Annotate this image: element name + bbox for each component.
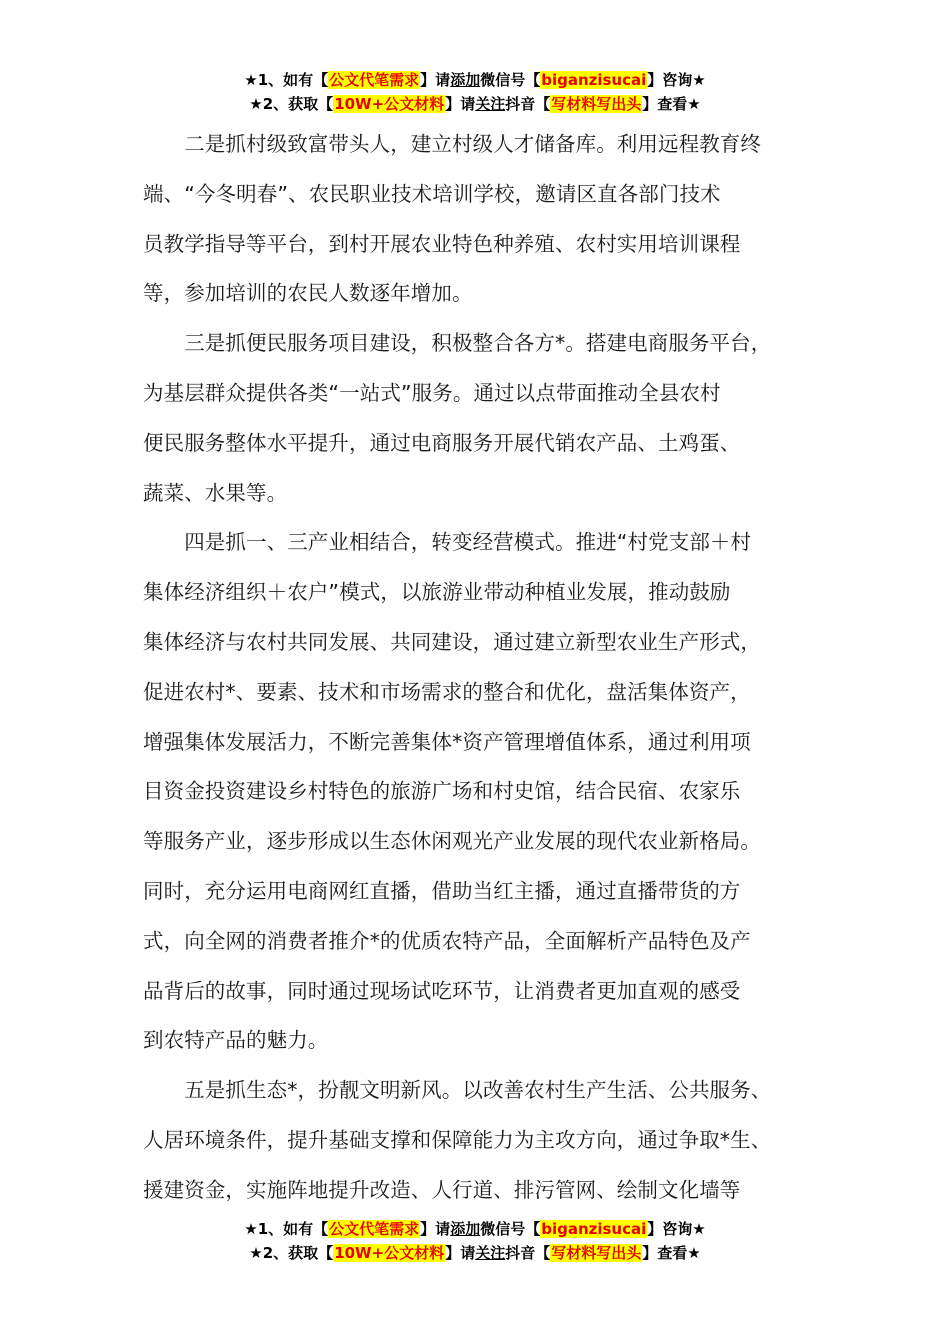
body-line: 端、“今冬明春”、农民职业技术培训学校，邀请区直各部门技术 [143, 181, 721, 206]
banner-highlight: biganzisucai [541, 1220, 647, 1238]
body-line: 式，向全网的消费者推介*的优质农特产品，全面解析产品特色及产 [143, 928, 751, 953]
banner-underline: 关注 [475, 1244, 506, 1262]
banner-text: 】请 [445, 1244, 476, 1262]
body-line: 增强集体发展活力，不断完善集体*资产管理增值体系，通过利用项 [143, 729, 751, 754]
body-line: 等服务产业，逐步形成以生态休闲观光产业发展的现代农业新格局。 [143, 829, 761, 854]
body-line: 到农特产品的魅力。 [143, 1028, 329, 1053]
banner-text: 】请 [420, 1220, 451, 1238]
body-line: 二是抓村级致富带头人，建立村级人才储备库。利用远程教育终 [143, 132, 761, 156]
body-line: 为基层群众提供各类“一站式”服务。通过以点带面推动全县农村 [143, 380, 721, 405]
body-line: 员教学指导等平台，到村开展农业特色种养殖、农村实用培训课程 [143, 231, 741, 256]
banner-underline: 添加 [450, 71, 481, 89]
body-line: 等，参加培训的农民人数逐年增加。 [143, 281, 473, 306]
banner-text: 】查看★ [642, 1244, 701, 1262]
body-line: 蔬菜、水果等。 [143, 480, 288, 505]
banner-highlight: 10W+公文材料 [334, 1244, 445, 1262]
body-line: 集体经济组织＋农户”模式，以旅游业带动种植业发展，推动鼓励 [143, 580, 731, 605]
banner-text: 】查看★ [642, 95, 701, 113]
banner-text: ★1、如有【 [244, 71, 329, 89]
banner-text: 微信号【 [480, 71, 541, 89]
body-line: 便民服务整体水平提升，通过电商服务开展代销农产品、土鸡蛋、 [143, 430, 741, 455]
body-line: 三是抓便民服务项目建设，积极整合各方*。搭建电商服务平台， [143, 331, 772, 356]
banner-text: 抖音【 [505, 95, 551, 113]
body-line: 五是抓生态*，扮靓文明新风。以改善农村生产生活、公共服务、 [143, 1078, 772, 1103]
banner-highlight: 写材料写出头 [551, 95, 642, 113]
body-line: 人居环境条件，提升基础支撑和保障能力为主攻方向，通过争取*生、 [143, 1127, 772, 1152]
body-line: 目资金投资建设乡村特色的旅游广场和村史馆，结合民宿、农家乐 [143, 779, 741, 804]
banner-line-1 [0, 1217, 950, 1241]
banner-highlight: 公文代笔需求 [329, 71, 420, 89]
body-line: 集体经济与农村共同发展、共同建设，通过建立新型农业生产形式， [143, 629, 761, 654]
banner-line-1 [0, 68, 950, 92]
body-line: 四是抓一、三产业相结合，转变经营模式。推进“村党支部＋村 [143, 530, 752, 555]
banner-line-2 [0, 92, 950, 116]
banner-text: 】请 [445, 95, 476, 113]
banner-highlight: biganzisucai [541, 71, 647, 89]
footer-banner [0, 1217, 950, 1265]
banner-text: ★2、获取【 [249, 95, 334, 113]
banner-line-2 [0, 1241, 950, 1265]
banner-text: 】请 [420, 71, 451, 89]
banner-text: 抖音【 [505, 1244, 551, 1262]
banner-highlight: 公文代笔需求 [329, 1220, 420, 1238]
banner-text: ★2、获取【 [249, 1244, 334, 1262]
banner-text: ★1、如有【 [244, 1220, 329, 1238]
body-line: 援建资金，实施阵地提升改造、人行道、排污管网、绘制文化墙等 [143, 1177, 741, 1202]
banner-highlight: 10W+公文材料 [334, 95, 445, 113]
banner-underline: 添加 [450, 1220, 481, 1238]
banner-text: 微信号【 [480, 1220, 541, 1238]
banner-text: 】咨询★ [647, 1220, 706, 1238]
header-banner [0, 68, 950, 116]
document-body [143, 120, 815, 1216]
banner-underline: 关注 [475, 95, 506, 113]
banner-text: 】咨询★ [647, 71, 706, 89]
banner-highlight: 写材料写出头 [551, 1244, 642, 1262]
body-line: 同时，充分运用电商网红直播，借助当红主播，通过直播带货的方 [143, 878, 741, 903]
body-line: 品背后的故事，同时通过现场试吃环节，让消费者更加直观的感受 [143, 978, 741, 1003]
body-line: 促进农村*、要素、技术和市场需求的整合和优化，盘活集体资产， [143, 679, 751, 704]
